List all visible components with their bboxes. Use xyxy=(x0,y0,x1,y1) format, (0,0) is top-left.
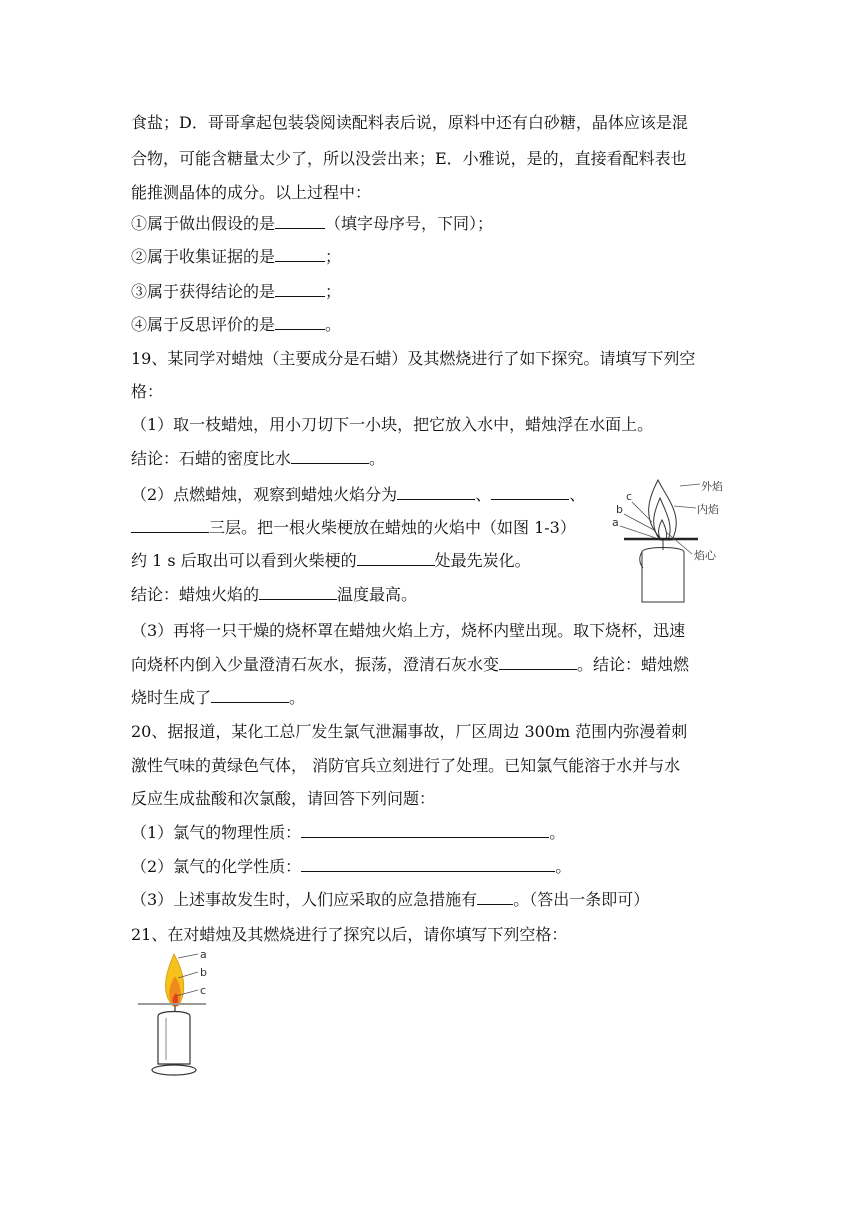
question-text: 结论：石蜡的密度比水 xyxy=(131,449,292,468)
answer-blank[interactable] xyxy=(357,551,435,566)
label-b: b xyxy=(200,966,207,979)
question-text: 、 xyxy=(475,485,492,504)
label-inner-flame: 内焰 xyxy=(697,503,719,516)
question-text: ④属于反思评价的是 xyxy=(131,315,276,334)
candle-flame-diagram xyxy=(612,478,742,608)
leader-line xyxy=(178,954,198,958)
colored-candle-figure xyxy=(136,948,216,1080)
question-heading: 19、某同学对蜡烛（主要成分是石蜡）及其燃烧进行了如下探究。请填写下列空 xyxy=(131,349,696,368)
question-text: 。结论：蜡烛燃 xyxy=(577,655,690,674)
answer-blank[interactable] xyxy=(291,449,369,464)
label-outer-flame: 外焰 xyxy=(701,480,723,493)
question-item xyxy=(131,247,741,267)
label-c: c xyxy=(200,984,207,997)
question-text: ①属于做出假设的是 xyxy=(131,214,276,233)
leader-line xyxy=(680,484,700,486)
label-flame-core: 焰心 xyxy=(694,549,716,562)
text-line: 激性气味的黄绿色气体， 消防官兵立刻进行了处理。已知氯气能溶于水并与水 xyxy=(131,756,681,775)
question-text: （3）上述事故发生时，人们应采取的应急措施有 xyxy=(131,890,478,909)
question-text: ； xyxy=(325,282,342,301)
question-item xyxy=(131,823,741,843)
question-text: 三层。把一根火柴梗放在蜡烛的火焰中（如图 1-3） xyxy=(209,518,576,537)
label-a: a xyxy=(612,516,619,529)
question-text: （2）氯气的化学性质： xyxy=(131,857,302,876)
question-text: （1）氯气的物理性质： xyxy=(131,823,302,842)
question-heading: 21、在对蜡烛及其燃烧进行了探究以后，请你填写下列空格： xyxy=(131,925,568,944)
flame-core-outline xyxy=(659,520,667,540)
text-line: 反应生成盐酸和次氯酸，请回答下列问题： xyxy=(131,789,436,808)
question-item xyxy=(131,214,741,234)
label-b: b xyxy=(616,503,623,516)
question-text: ； xyxy=(325,247,342,266)
text-line: （3）再将一只干燥的烧杯罩在蜡烛火焰上方，烧杯内壁出现。取下烧杯，迅速 xyxy=(131,621,686,640)
question-text: 。 xyxy=(325,315,342,334)
question-item xyxy=(131,315,741,335)
answer-blank[interactable] xyxy=(301,857,555,872)
answer-blank[interactable] xyxy=(499,655,577,670)
question-text: （2）点燃蜡烛，观察到蜡烛火焰分为 xyxy=(131,485,398,504)
question-text: 处最先炭化。 xyxy=(434,551,531,570)
label-a: a xyxy=(200,948,207,961)
question-text: （填字母序号，下同）； xyxy=(325,214,494,233)
text-line: （1）取一枝蜡烛，用小刀切下一小块，把它放入水中，蜡烛浮在水面上。 xyxy=(131,415,654,434)
outer-flame-outline xyxy=(649,480,677,540)
question-text: 。（答出一条即可） xyxy=(513,890,650,909)
answer-blank[interactable] xyxy=(211,688,289,703)
question-item xyxy=(131,688,741,708)
question-text: 结论：蜡烛火焰的 xyxy=(131,585,260,604)
question-text: 、 xyxy=(569,485,586,504)
question-text: 。 xyxy=(549,823,566,842)
answer-blank[interactable] xyxy=(259,585,337,600)
text-line: 合物，可能含糖量太少了，所以没尝出来；E．小雅说，是的，直接看配料表也 xyxy=(131,149,687,168)
leader-line xyxy=(666,532,692,554)
text-line: 格： xyxy=(131,382,164,401)
candle-body xyxy=(158,1012,190,1065)
candle-body xyxy=(642,548,684,603)
question-item xyxy=(131,655,741,675)
question-text: ②属于收集证据的是 xyxy=(131,247,276,266)
question-item xyxy=(131,857,741,877)
question-text: 。 xyxy=(289,688,306,707)
answer-blank[interactable] xyxy=(477,890,513,905)
leader-line xyxy=(674,506,696,508)
answer-blank[interactable] xyxy=(275,315,325,330)
question-text: 温度最高。 xyxy=(337,585,418,604)
answer-blank[interactable] xyxy=(491,485,569,500)
candle-holder xyxy=(152,1065,196,1075)
answer-blank[interactable] xyxy=(397,485,475,500)
wax-drip xyxy=(640,552,643,568)
answer-blank[interactable] xyxy=(301,823,549,838)
answer-blank[interactable] xyxy=(275,247,325,262)
question-text: 约 1 s 后取出可以看到火柴梗的 xyxy=(131,551,357,570)
question-item xyxy=(131,449,741,469)
text-line: 能推测晶体的成分。以上过程中： xyxy=(131,183,372,202)
question-item xyxy=(131,890,741,910)
answer-blank[interactable] xyxy=(275,214,325,229)
question-text: 向烧杯内倒入少量澄清石灰水，振荡，澄清石灰水变 xyxy=(131,655,500,674)
question-text: 。 xyxy=(555,857,572,876)
question-text: 烧时生成了 xyxy=(131,688,212,707)
answer-blank[interactable] xyxy=(131,518,209,533)
question-text: ③属于获得结论的是 xyxy=(131,282,276,301)
question-heading: 20、据报道，某化工总厂发生氯气泄漏事故，厂区周边 300m 范围内弥漫着刺 xyxy=(131,722,688,741)
question-item xyxy=(131,282,741,302)
text-line: 食盐；D．哥哥拿起包装袋阅读配料表后说，原料中还有白砂糖，晶体应该是混 xyxy=(131,113,688,132)
label-c: c xyxy=(626,490,633,503)
question-text: 。 xyxy=(369,449,386,468)
answer-blank[interactable] xyxy=(275,282,325,297)
